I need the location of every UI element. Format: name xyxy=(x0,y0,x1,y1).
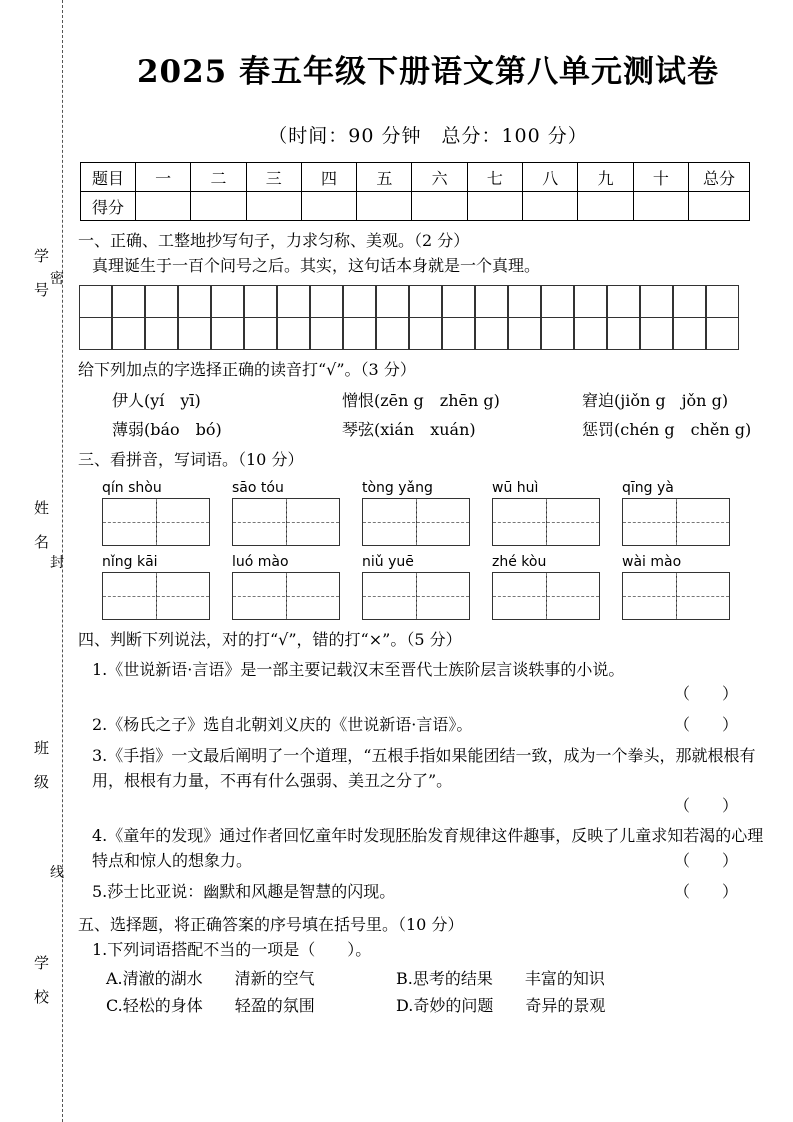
score-header-cell: 六 xyxy=(412,163,467,192)
score-input-cell[interactable] xyxy=(301,192,356,221)
tianzige-box[interactable] xyxy=(102,498,210,546)
tianzige-box[interactable] xyxy=(232,498,340,546)
pinyin-word-cell[interactable] xyxy=(232,554,362,620)
score-input-cell[interactable] xyxy=(467,192,522,221)
pinyin-choice-item[interactable]: 窘迫(jiǒn g jǒn g) xyxy=(582,390,729,410)
judgement-answer-bracket[interactable]: （ ） xyxy=(673,795,738,815)
exam-paper xyxy=(78,0,778,1122)
pinyin-word-cell[interactable] xyxy=(622,480,752,546)
pinyin-label: niǔ yuē xyxy=(362,553,414,570)
pinyin-label: sāo tóu xyxy=(232,479,284,496)
copy-grid-cell[interactable] xyxy=(442,285,475,318)
tianzige-box[interactable] xyxy=(492,572,600,620)
seal-char-mi: 密 xyxy=(50,271,64,287)
copy-grid-cell[interactable] xyxy=(343,317,376,350)
copy-writing-grid[interactable] xyxy=(80,286,778,350)
option-row[interactable] xyxy=(106,966,778,989)
copy-grid-cell[interactable] xyxy=(409,317,442,350)
copy-grid-cell[interactable] xyxy=(541,285,574,318)
copy-grid-cell[interactable] xyxy=(112,317,145,350)
pinyin-word-cell[interactable] xyxy=(102,554,232,620)
pinyin-label: qīng yà xyxy=(622,479,674,496)
section-5-question-1[interactable]: 1.下列词语搭配不当的一项是（ ）。 xyxy=(92,939,372,959)
copy-grid-cell[interactable] xyxy=(277,285,310,318)
pinyin-choice-item[interactable]: 薄弱(báo bó) xyxy=(112,419,222,439)
pinyin-write-row[interactable] xyxy=(102,480,778,546)
judgement-text: 5.莎士比亚说：幽默和风趣是智慧的闪现。 xyxy=(92,881,396,901)
tianzige-divider xyxy=(416,573,417,619)
score-input-cell[interactable] xyxy=(523,192,578,221)
pinyin-label: tòng yǎng xyxy=(362,479,433,496)
score-input-cell[interactable] xyxy=(191,192,246,221)
copy-grid-cell[interactable] xyxy=(178,285,211,318)
score-input-cell[interactable] xyxy=(412,192,467,221)
tianzige-divider xyxy=(286,573,287,619)
judgement-answer-bracket[interactable]: （ ） xyxy=(673,881,738,901)
judgement-text: 1.《世说新语·言语》是一部主要记载汉末至晋代士族阶层言谈轶事的小说。 xyxy=(92,659,625,679)
copy-grid-cell[interactable] xyxy=(442,317,475,350)
copy-grid-cell[interactable] xyxy=(178,317,211,350)
copy-grid-cell[interactable] xyxy=(409,285,442,318)
copy-grid-cell[interactable] xyxy=(79,285,112,318)
tianzige-divider xyxy=(286,499,287,545)
pinyin-label: wài mào xyxy=(622,553,682,570)
section-1-heading: 一、正确、工整地抄写句子，力求匀称、美观。（2 分） xyxy=(78,231,470,250)
copy-grid-cell[interactable] xyxy=(574,285,607,318)
judgement-item[interactable] xyxy=(92,658,778,708)
pinyin-label: wū huì xyxy=(492,479,539,496)
tianzige-divider xyxy=(156,499,157,545)
copy-grid-cell[interactable] xyxy=(376,317,409,350)
score-input-cell[interactable] xyxy=(136,192,191,221)
copy-grid-cell[interactable] xyxy=(541,317,574,350)
judgement-answer-bracket[interactable]: （ ） xyxy=(673,715,738,735)
judgement-text: 2.《杨氏之子》选自北朝刘义庆的《世说新语·言语》。 xyxy=(92,715,473,735)
section-3-heading: 三、看拼音，写词语。（10 分） xyxy=(78,449,304,469)
pinyin-word-cell[interactable] xyxy=(492,554,622,620)
score-header-cell: 总分 xyxy=(689,163,750,192)
judgement-answer-bracket[interactable]: （ ） xyxy=(673,684,738,704)
tianzige-divider xyxy=(416,499,417,545)
tianzige-box[interactable] xyxy=(362,498,470,546)
tianzige-divider xyxy=(156,573,157,619)
judgement-item[interactable] xyxy=(92,713,778,738)
judgement-answer-line[interactable] xyxy=(92,794,778,819)
score-header-cell: 八 xyxy=(523,163,578,192)
judgement-item[interactable] xyxy=(92,824,778,874)
score-header-cell: 四 xyxy=(301,163,356,192)
pinyin-choice-row[interactable] xyxy=(112,388,778,411)
copy-grid-cell[interactable] xyxy=(310,285,343,318)
pinyin-word-cell[interactable] xyxy=(362,554,492,620)
score-input-cell[interactable] xyxy=(246,192,301,221)
tianzige-divider xyxy=(676,499,677,545)
table-row xyxy=(81,163,750,192)
judgement-text: 3.《手指》一文最后阐明了一个道理，“五根手指如果能团结一致，成为一个拳头，那就根根有用，根根有力量，不再有什么强弱、美丑之分了”。 xyxy=(92,745,756,790)
score-input-cell[interactable] xyxy=(578,192,633,221)
pinyin-choice-item[interactable]: 琴弦(xián xuán) xyxy=(342,419,476,439)
judgement-item[interactable] xyxy=(92,880,778,905)
option-item[interactable]: B.思考的结果 丰富的知识 xyxy=(396,969,605,989)
section-5-heading: 五、选择题，将正确答案的序号填在括号里。（10 分） xyxy=(78,914,464,934)
score-row-label: 得分 xyxy=(81,192,136,221)
option-row[interactable] xyxy=(106,993,778,1016)
tianzige-box[interactable] xyxy=(492,498,600,546)
tianzige-divider xyxy=(546,499,547,545)
copy-grid-cell[interactable] xyxy=(673,317,706,350)
pinyin-word-cell[interactable] xyxy=(362,480,492,546)
pinyin-label: qín shòu xyxy=(102,479,162,496)
score-header-cell: 十 xyxy=(633,163,688,192)
side-label-class: 班 级 xyxy=(32,740,50,791)
copy-grid-cell[interactable] xyxy=(475,285,508,318)
score-input-cell[interactable] xyxy=(689,192,750,221)
score-header-cell: 七 xyxy=(467,163,522,192)
seal-char-feng: 封 xyxy=(50,555,64,571)
copy-grid-cell[interactable] xyxy=(376,285,409,318)
copy-grid-cell[interactable] xyxy=(310,317,343,350)
judgement-item[interactable] xyxy=(92,744,778,818)
score-header-cell: 二 xyxy=(191,163,246,192)
table-row xyxy=(81,192,750,221)
page-title: 2025 春五年级下册语文第八单元测试卷 xyxy=(136,54,720,90)
section-4-heading: 四、判断下列说法，对的打“√”，错的打“×”。（5 分） xyxy=(78,629,462,649)
score-table xyxy=(80,162,750,221)
tianzige-box[interactable] xyxy=(102,572,210,620)
side-label-student-id: 学 号 xyxy=(32,248,50,299)
copy-grid-cell[interactable] xyxy=(343,285,376,318)
tianzige-box[interactable] xyxy=(232,572,340,620)
tianzige-box[interactable] xyxy=(622,498,730,546)
copy-grid-cell[interactable] xyxy=(211,285,244,318)
copy-grid-cell[interactable] xyxy=(508,285,541,318)
score-header-cell: 九 xyxy=(578,163,633,192)
tianzige-divider xyxy=(676,573,677,619)
copy-grid-cell[interactable] xyxy=(112,285,145,318)
pinyin-choice-row[interactable] xyxy=(112,417,778,440)
copy-grid-cell[interactable] xyxy=(244,317,277,350)
pinyin-word-cell[interactable] xyxy=(102,480,232,546)
copy-grid-cell[interactable] xyxy=(706,317,739,350)
pinyin-write-row[interactable] xyxy=(102,554,778,620)
copy-grid-cell[interactable] xyxy=(640,285,673,318)
tianzige-divider xyxy=(546,573,547,619)
copy-grid-cell[interactable] xyxy=(640,317,673,350)
score-input-cell[interactable] xyxy=(357,192,412,221)
option-item[interactable]: A.清澈的湖水 清新的空气 xyxy=(106,969,315,989)
pinyin-choice-item[interactable]: 伊人(yí yī) xyxy=(112,390,201,410)
pinyin-word-cell[interactable] xyxy=(492,480,622,546)
judgement-answer-line[interactable] xyxy=(92,682,778,707)
seal-char-xian: 线 xyxy=(50,865,64,881)
copy-grid-cell[interactable] xyxy=(244,285,277,318)
score-header-cell: 题目 xyxy=(81,163,136,192)
side-label-name: 姓 名 xyxy=(32,500,50,551)
pinyin-choice-item[interactable]: 憎恨(zēn g zhēn g) xyxy=(342,390,500,410)
copy-grid-cell[interactable] xyxy=(673,285,706,318)
copy-grid-cell[interactable] xyxy=(574,317,607,350)
score-input-cell[interactable] xyxy=(633,192,688,221)
copy-grid-cell[interactable] xyxy=(145,285,178,318)
pinyin-label: zhé kòu xyxy=(492,553,547,570)
option-item[interactable]: C.轻松的身体 轻盈的氛围 xyxy=(106,996,315,1016)
judgement-text: 4.《童年的发现》通过作者回忆童年时发现胚胎发育规律这件趣事，反映了儿童求知若渴的心理特点和惊人的想象力。 xyxy=(92,826,764,871)
tianzige-box[interactable] xyxy=(362,572,470,620)
copy-grid-cell[interactable] xyxy=(607,317,640,350)
option-item[interactable]: D.奇妙的问题 奇异的景观 xyxy=(396,996,606,1016)
pinyin-choice-item[interactable]: 惩罚(chén g chěn g) xyxy=(582,419,752,439)
judgement-list xyxy=(78,658,778,905)
section-1-sentence: 真理诞生于一百个问号之后。其实，这句话本身就是一个真理。 xyxy=(92,256,541,275)
copy-grid-cell[interactable] xyxy=(508,317,541,350)
copy-grid-cell[interactable] xyxy=(145,317,178,350)
copy-grid-cell[interactable] xyxy=(607,285,640,318)
side-label-school: 学 校 xyxy=(32,955,50,1006)
section-2-heading: 给下列加点的字选择正确的读音打“√”。（3 分） xyxy=(78,359,416,379)
pinyin-word-cell[interactable] xyxy=(232,480,362,546)
score-header-cell: 一 xyxy=(136,163,191,192)
pinyin-word-cell[interactable] xyxy=(622,554,752,620)
tianzige-box[interactable] xyxy=(622,572,730,620)
score-header-cell: 五 xyxy=(357,163,412,192)
copy-grid-cell[interactable] xyxy=(706,285,739,318)
copy-grid-cell[interactable] xyxy=(277,317,310,350)
copy-grid-cell[interactable] xyxy=(79,317,112,350)
score-header-cell: 三 xyxy=(246,163,301,192)
copy-grid-cell[interactable] xyxy=(475,317,508,350)
copy-grid-cell[interactable] xyxy=(211,317,244,350)
exam-subtitle: （时间：90 分钟 总分：100 分） xyxy=(268,125,588,147)
pinyin-label: nǐng kāi xyxy=(102,553,158,570)
pinyin-label: luó mào xyxy=(232,553,289,570)
judgement-answer-bracket[interactable]: （ ） xyxy=(673,851,738,871)
